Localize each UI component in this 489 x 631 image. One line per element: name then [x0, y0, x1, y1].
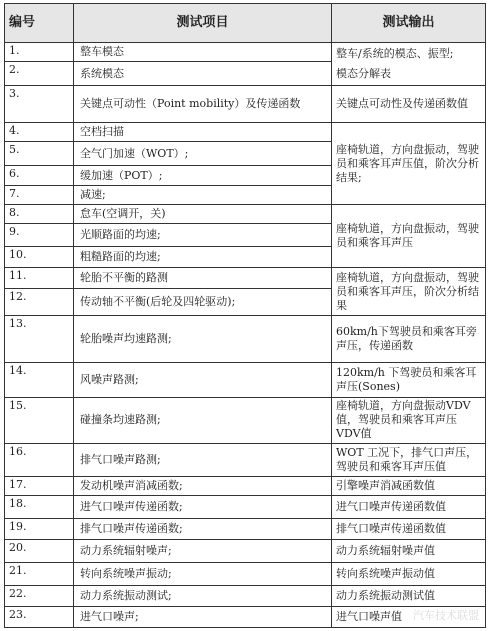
table-row: [5, 205, 486, 224]
row-item: 粗糙路面的均速;: [74, 247, 332, 268]
row-output: WOT 工况下，排气口声压，驾驶员和乘客耳声压值: [332, 443, 486, 476]
row-number: 14.: [5, 363, 74, 397]
table-header-row: [5, 4, 486, 43]
row-output: 进气口噪声值: [332, 606, 486, 627]
row-item: 空档扫描: [74, 123, 332, 142]
header-test-item: 测试项目: [74, 4, 332, 43]
row-number: 2.: [5, 62, 74, 86]
table-row: [5, 397, 486, 443]
row-number: 18.: [5, 495, 74, 518]
header-number: 编号: [5, 4, 74, 43]
row-number: 22.: [5, 585, 74, 606]
row-number: 7.: [5, 186, 74, 205]
row-number: 8.: [5, 205, 74, 224]
row-item: 转向系统噪声振动;: [74, 562, 332, 585]
row-item: 全气门加速（WOT）;: [74, 142, 332, 166]
row-number: 13.: [5, 316, 74, 363]
row-output: 转向系统噪声振动值: [332, 562, 486, 585]
row-item: 轮胎不平衡的路测: [74, 268, 332, 289]
header-test-output: 测试输出: [332, 4, 486, 43]
table-row: [5, 43, 486, 62]
row-item: 轮胎噪声均速路测;: [74, 316, 332, 363]
row-output: 关键点可动性及传递函数值: [332, 86, 486, 123]
table-row: [5, 606, 486, 627]
row-output: 动力系统振动测试值: [332, 585, 486, 606]
row-item: 碰撞条均速路测;: [74, 397, 332, 443]
row-number: 10.: [5, 247, 74, 268]
row-output: 座椅轨道，方向盘振动，驾驶员和乘客耳声压值，阶次分析结果;: [332, 123, 486, 205]
row-item: 风噪声路测;: [74, 363, 332, 397]
row-number: 9.: [5, 224, 74, 247]
row-number: 3.: [5, 86, 74, 123]
watermark: 汽车技术联盟: [413, 609, 479, 622]
row-output: 120km/h 下驾驶员和乘客耳声压(Sones): [332, 363, 486, 397]
row-item: 减速;: [74, 186, 332, 205]
row-item: 动力系统辐射噪声;: [74, 539, 332, 562]
test-table: [4, 3, 486, 628]
row-item: 整车模态: [74, 43, 332, 62]
table-row: [5, 495, 486, 518]
row-output: [332, 43, 486, 86]
row-output: 座椅轨道，方向盘振动VDV值，驾驶员和乘客耳声压 VDV值: [332, 397, 486, 443]
row-number: 6.: [5, 166, 74, 186]
row-number: 20.: [5, 539, 74, 562]
row-item: 发动机噪声消减函数;: [74, 476, 332, 495]
row-output: 排气口噪声传递函数值: [332, 518, 486, 539]
row-item: 系统模态: [74, 62, 332, 86]
table-row: [5, 585, 486, 606]
row-number: 4.: [5, 123, 74, 142]
table-row: [5, 518, 486, 539]
row-item: 排气口噪声传递函数;: [74, 518, 332, 539]
output-line: 模态分解表: [336, 67, 391, 81]
table-row: [5, 316, 486, 363]
table-row: [5, 123, 486, 142]
row-item: 关键点可动性（Point mobility）及传递函数: [74, 86, 332, 123]
table-row: [5, 363, 486, 397]
row-item: 动力系统振动测试;: [74, 585, 332, 606]
row-item: 光顺路面的均速;: [74, 224, 332, 247]
row-output: 进气口噪声传递函数值: [332, 495, 486, 518]
row-number: 5.: [5, 142, 74, 166]
row-number: 1.: [5, 43, 74, 62]
row-item: 传动轴不平衡(后轮及四轮驱动);: [74, 289, 332, 316]
row-number: 17.: [5, 476, 74, 495]
row-item: 怠车(空调开，关): [74, 205, 332, 224]
table-row: [5, 476, 486, 495]
row-output: 座椅轨道，方向盘振动，驾驶员和乘客耳声压: [332, 205, 486, 268]
row-number: 23.: [5, 606, 74, 627]
row-output: 座椅轨道，方向盘振动，驾驶员和乘客耳声压，阶次分析结果: [332, 268, 486, 316]
row-item: 进气口噪声;: [74, 606, 332, 627]
row-item: 进气口噪声传递函数;: [74, 495, 332, 518]
row-output: 引擎噪声消减函数值: [332, 476, 486, 495]
row-number: 19.: [5, 518, 74, 539]
row-number: 15.: [5, 397, 74, 443]
table-row: [5, 539, 486, 562]
table-row: [5, 268, 486, 289]
row-number: 21.: [5, 562, 74, 585]
table-row: [5, 562, 486, 585]
table-row: [5, 443, 486, 476]
row-item: 排气口噪声路测;: [74, 443, 332, 476]
row-item: 缓加速（POT）;: [74, 166, 332, 186]
row-number: 16.: [5, 443, 74, 476]
table-row: [5, 86, 486, 123]
row-output: 动力系统辐射噪声值: [332, 539, 486, 562]
row-output: 60km/h下驾驶员和乘客耳旁声压，传递函数: [332, 316, 486, 363]
row-number: 12.: [5, 289, 74, 316]
output-line: 整车/系统的模态、振型;: [336, 47, 454, 61]
row-number: 11.: [5, 268, 74, 289]
